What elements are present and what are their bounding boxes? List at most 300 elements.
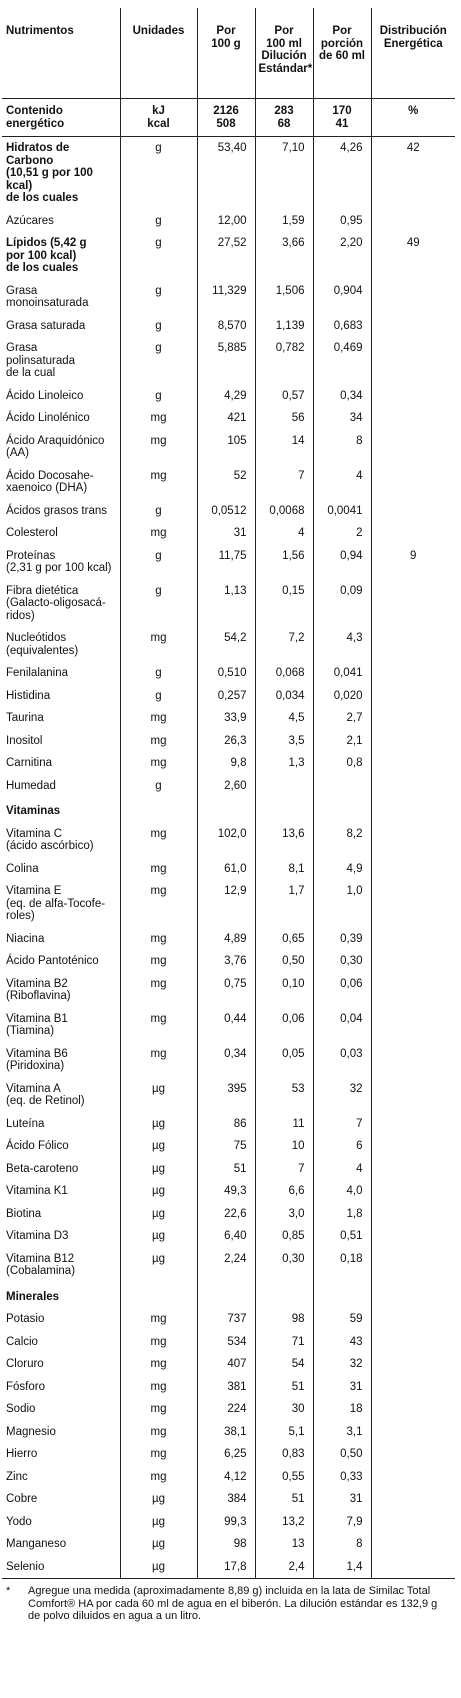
footnote-text: Agregue una medida (aproximadamente 8,89 g) incluida en la lata de Similac Total Comfort® HA por cada 60 ml de agua en el biberón. La dilución estándar es 132,9 g de polvo diluidos en agua a un litro.: [28, 1585, 438, 1622]
energy-distribution-value: [371, 280, 455, 315]
value-per-serving: 0,50: [313, 1443, 371, 1466]
value-per-100ml: 8,1: [255, 858, 313, 881]
value-per-100g: 534: [197, 1331, 255, 1354]
nutrient-name: Azúcares: [6, 214, 54, 227]
value-per-serving: 31: [313, 1376, 371, 1399]
value-per-serving: 0,04: [313, 1008, 371, 1043]
empty-cell: [371, 797, 455, 823]
energy-distribution-value: [371, 1158, 455, 1181]
value-per-100ml: 5,1: [255, 1421, 313, 1444]
value-per-100g: 12,00: [197, 210, 255, 233]
value-per-100g: 53,40: [197, 137, 255, 210]
nutrient-row: [2, 1203, 455, 1226]
energy-distribution-value: [371, 1113, 455, 1136]
energy-distribution-value: [371, 1488, 455, 1511]
section-title: Minerales: [6, 1290, 60, 1303]
value-per-100ml: 1,7: [255, 880, 313, 928]
nutrient-unit: µg: [120, 1533, 197, 1556]
nutrient-row: [2, 627, 455, 662]
nutrient-name: Fenilalanina: [6, 667, 69, 679]
nutrient-unit: mg: [120, 430, 197, 465]
value-per-100g: 407: [197, 1353, 255, 1376]
empty-cell: [313, 1283, 371, 1309]
value-per-100g: 26,3: [197, 730, 255, 753]
nutrient-name: Ácido Linoleico: [6, 389, 84, 402]
energy-distribution-value: [371, 1511, 455, 1534]
nutrient-unit: µg: [120, 1225, 197, 1248]
value-per-100ml: 10: [255, 1135, 313, 1158]
nutrient-unit: µg: [120, 1556, 197, 1579]
value-per-100g: 5,885: [197, 337, 255, 385]
value-per-serving: 0,51: [313, 1225, 371, 1248]
value-per-serving: 0,041: [313, 662, 371, 685]
nutrient-row: [2, 430, 455, 465]
value-per-serving: 2: [313, 522, 371, 545]
value-per-100ml: 0,83: [255, 1443, 313, 1466]
energy-distribution-value: 9: [371, 545, 455, 580]
nutrient-unit: g: [120, 685, 197, 708]
value-per-serving: 1,8: [313, 1203, 371, 1226]
value-per-serving: 7: [313, 1113, 371, 1136]
empty-cell: [255, 797, 313, 823]
nutrient-unit: g: [120, 775, 197, 798]
nutrient-row: [2, 752, 455, 775]
value-per-100g: 61,0: [197, 858, 255, 881]
nutrient-unit: µg: [120, 1488, 197, 1511]
energy-distribution-value: [371, 407, 455, 430]
nutrient-row: [2, 823, 455, 858]
nutrient-unit: mg: [120, 1308, 197, 1331]
value-per-100ml: 6,6: [255, 1180, 313, 1203]
section-header-row: [2, 1283, 455, 1309]
value-per-100ml: 2,4: [255, 1556, 313, 1579]
value-per-100ml: 0,85: [255, 1225, 313, 1248]
nutrient-unit: mg: [120, 1008, 197, 1043]
value-per-100ml: 1,139: [255, 315, 313, 338]
nutrient-name: Selenio: [6, 1560, 45, 1573]
nutrient-row: [2, 1043, 455, 1078]
value-per-100g: 0,257: [197, 685, 255, 708]
nutrient-unit: mg: [120, 880, 197, 928]
nutrient-unit: mg: [120, 465, 197, 500]
nutrient-row: [2, 1331, 455, 1354]
nutrient-row: [2, 1466, 455, 1489]
nutrient-row: [2, 1533, 455, 1556]
nutrient-unit: µg: [120, 1113, 197, 1136]
value-per-100ml: 0,30: [255, 1248, 313, 1283]
nutrient-row: [2, 210, 455, 233]
value-per-100ml: 7,2: [255, 627, 313, 662]
nutrient-row: [2, 1158, 455, 1181]
nutrient-row: [2, 662, 455, 685]
footnote-mark: *: [6, 1585, 11, 1597]
nutrient-name: Ácidos grasos trans: [6, 504, 107, 517]
nutrient-row: [2, 685, 455, 708]
value-per-100g: 395: [197, 1078, 255, 1113]
value-per-100g: 384: [197, 1488, 255, 1511]
value-per-serving: 0,020: [313, 685, 371, 708]
energy-distribution-value: [371, 685, 455, 708]
empty-cell: [313, 797, 371, 823]
value-per-100g: 98: [197, 1533, 255, 1556]
nutrient-unit: µg: [120, 1511, 197, 1534]
value-per-serving: 8: [313, 1533, 371, 1556]
energy-distribution-value: [371, 500, 455, 523]
value-per-serving: 0,30: [313, 950, 371, 973]
value-per-100g: 224: [197, 1398, 255, 1421]
header-nutrient: Nutrimentos: [2, 8, 120, 99]
value-per-serving: 0,0041: [313, 500, 371, 523]
value-per-serving: 6: [313, 1135, 371, 1158]
header-per-100ml: Por 100 ml Dilución Estándar*: [255, 8, 313, 99]
nutrient-unit: µg: [120, 1248, 197, 1283]
value-per-100ml: 0,50: [255, 950, 313, 973]
energy-distribution-value: [371, 950, 455, 973]
value-per-100ml: 56: [255, 407, 313, 430]
value-per-serving: 0,03: [313, 1043, 371, 1078]
value-per-100g: 52: [197, 465, 255, 500]
energy-distribution-value: [371, 775, 455, 798]
nutrient-unit: g: [120, 232, 197, 280]
energy-distribution-value: [371, 1043, 455, 1078]
nutrient-name: Sodio: [6, 1403, 36, 1415]
value-per-100ml: 98: [255, 1308, 313, 1331]
value-per-100g: 381: [197, 1376, 255, 1399]
nutrient-row: [2, 1353, 455, 1376]
value-per-100ml: 30: [255, 1398, 313, 1421]
nutrient-row: [2, 973, 455, 1008]
nutrient-row: [2, 137, 455, 210]
value-per-100ml: 3,5: [255, 730, 313, 753]
value-per-100g: 102,0: [197, 823, 255, 858]
value-per-100g: 11,75: [197, 545, 255, 580]
energy-per-serving: 170 41: [313, 99, 371, 137]
energy-distribution-value: [371, 315, 455, 338]
energy-distribution-value: [371, 1308, 455, 1331]
nutrient-name: Ácido Docosahe- xaenoico (DHA): [6, 469, 94, 494]
value-per-100ml: 0,10: [255, 973, 313, 1008]
nutrient-name: Fibra dietética (Galacto-oligosacá- ridos): [6, 584, 106, 622]
value-per-100g: 49,3: [197, 1180, 255, 1203]
empty-cell: [120, 1283, 197, 1309]
header-per-100g: Por 100 g: [197, 8, 255, 99]
value-per-serving: 32: [313, 1078, 371, 1113]
energy-distribution-value: [371, 1353, 455, 1376]
nutrient-row: [2, 1180, 455, 1203]
nutrient-row: [2, 500, 455, 523]
value-per-100ml: 1,59: [255, 210, 313, 233]
value-per-100ml: 1,56: [255, 545, 313, 580]
nutrient-unit: µg: [120, 1135, 197, 1158]
value-per-serving: 2,1: [313, 730, 371, 753]
value-per-serving: 0,683: [313, 315, 371, 338]
value-per-100g: 51: [197, 1158, 255, 1181]
nutrient-row: [2, 337, 455, 385]
nutrient-row: [2, 1248, 455, 1283]
value-per-100g: 31: [197, 522, 255, 545]
nutrient-row: [2, 280, 455, 315]
value-per-serving: 0,94: [313, 545, 371, 580]
energy-distribution-value: [371, 1225, 455, 1248]
value-per-100ml: 0,034: [255, 685, 313, 708]
nutrient-name: Grasa monoinsaturada: [6, 284, 89, 309]
value-per-100g: 22,6: [197, 1203, 255, 1226]
value-per-serving: 0,34: [313, 385, 371, 408]
energy-per-100g: 2126 508: [197, 99, 255, 137]
value-per-serving: 31: [313, 1488, 371, 1511]
energy-distribution-value: [371, 1248, 455, 1283]
nutrient-unit: g: [120, 137, 197, 210]
energy-per-100ml: 283 68: [255, 99, 313, 137]
nutrient-row: [2, 707, 455, 730]
value-per-serving: 7,9: [313, 1511, 371, 1534]
value-per-100g: 12,9: [197, 880, 255, 928]
nutrient-unit: g: [120, 500, 197, 523]
section-title: Vitaminas: [6, 805, 61, 817]
value-per-100g: 99,3: [197, 1511, 255, 1534]
energy-distribution-value: [371, 1443, 455, 1466]
value-per-serving: [313, 775, 371, 798]
value-per-100g: 105: [197, 430, 255, 465]
value-per-100ml: 0,65: [255, 928, 313, 951]
value-per-100g: 6,25: [197, 1443, 255, 1466]
section-header-row: [2, 797, 455, 823]
empty-cell: [197, 1283, 255, 1309]
nutrient-row: [2, 730, 455, 753]
nutrition-table-body: [2, 99, 455, 1579]
value-per-100g: 0,34: [197, 1043, 255, 1078]
value-per-100g: 8,570: [197, 315, 255, 338]
energy-distribution: %: [371, 99, 455, 137]
energy-distribution-value: [371, 1008, 455, 1043]
header-units: Unidades: [120, 8, 197, 99]
value-per-serving: 0,33: [313, 1466, 371, 1489]
nutrient-row: [2, 858, 455, 881]
value-per-100g: 75: [197, 1135, 255, 1158]
value-per-serving: 59: [313, 1308, 371, 1331]
nutrient-unit: mg: [120, 973, 197, 1008]
energy-distribution-value: [371, 928, 455, 951]
nutrient-row: [2, 385, 455, 408]
value-per-serving: 4: [313, 1158, 371, 1181]
nutrient-name: Vitamina B1 (Tiamina): [6, 1012, 68, 1037]
value-per-100ml: 11: [255, 1113, 313, 1136]
nutrient-row: [2, 1488, 455, 1511]
value-per-100ml: 13,6: [255, 823, 313, 858]
nutrient-name: Potasio: [6, 1313, 45, 1325]
nutrient-unit: g: [120, 580, 197, 628]
nutrient-row: [2, 880, 455, 928]
nutrient-name: Zinc: [6, 1470, 28, 1483]
value-per-serving: 1,4: [313, 1556, 371, 1579]
nutrient-name: Nucleótidos (equivalentes): [6, 632, 79, 657]
nutrient-name: Ácido Fólico: [6, 1140, 69, 1152]
nutrient-unit: mg: [120, 1376, 197, 1399]
nutrient-name: Fósforo: [6, 1380, 45, 1393]
nutrient-name: Ácido Pantoténico: [6, 955, 99, 967]
nutrient-name: Humedad: [6, 779, 56, 792]
value-per-serving: 32: [313, 1353, 371, 1376]
energy-distribution-value: [371, 1398, 455, 1421]
value-per-100ml: 3,66: [255, 232, 313, 280]
value-per-serving: 4: [313, 465, 371, 500]
nutrient-unit: mg: [120, 950, 197, 973]
value-per-100g: 0,75: [197, 973, 255, 1008]
value-per-100ml: 51: [255, 1488, 313, 1511]
value-per-100ml: 0,55: [255, 1466, 313, 1489]
energy-units: kJ kcal: [120, 99, 197, 137]
nutrient-unit: mg: [120, 1043, 197, 1078]
nutrient-unit: g: [120, 280, 197, 315]
value-per-100g: 11,329: [197, 280, 255, 315]
value-per-100ml: 71: [255, 1331, 313, 1354]
value-per-100g: 737: [197, 1308, 255, 1331]
value-per-100g: 33,9: [197, 707, 255, 730]
empty-cell: [120, 797, 197, 823]
value-per-100ml: 54: [255, 1353, 313, 1376]
value-per-100g: 1,13: [197, 580, 255, 628]
empty-cell: [197, 797, 255, 823]
nutrient-unit: µg: [120, 1203, 197, 1226]
nutrient-name: Histidina: [6, 689, 51, 702]
nutrient-unit: mg: [120, 1331, 197, 1354]
value-per-100ml: 7: [255, 465, 313, 500]
nutrient-unit: g: [120, 385, 197, 408]
nutrient-unit: mg: [120, 522, 197, 545]
nutrient-name: Colina: [6, 862, 39, 875]
value-per-100g: 38,1: [197, 1421, 255, 1444]
value-per-100ml: 0,57: [255, 385, 313, 408]
nutrient-row: [2, 775, 455, 798]
energy-row: [2, 99, 455, 137]
nutrient-unit: g: [120, 662, 197, 685]
energy-distribution-value: [371, 730, 455, 753]
energy-distribution-value: [371, 580, 455, 628]
nutrient-name: Cloruro: [6, 1358, 44, 1370]
value-per-100g: 17,8: [197, 1556, 255, 1579]
nutrient-name: Ácido Linolénico: [6, 412, 90, 424]
nutrient-unit: mg: [120, 823, 197, 858]
nutrient-unit: µg: [120, 1158, 197, 1181]
energy-distribution-value: [371, 1203, 455, 1226]
value-per-serving: 4,3: [313, 627, 371, 662]
value-per-100g: 54,2: [197, 627, 255, 662]
nutrient-name: Vitamina K1: [6, 1185, 68, 1197]
empty-cell: [255, 1283, 313, 1309]
nutrient-unit: mg: [120, 1421, 197, 1444]
value-per-100ml: 0,068: [255, 662, 313, 685]
value-per-100ml: 0,0068: [255, 500, 313, 523]
value-per-100ml: 3,0: [255, 1203, 313, 1226]
header-per-serving: Por porción de 60 ml: [313, 8, 371, 99]
header-row: [2, 8, 455, 99]
energy-distribution-value: [371, 752, 455, 775]
nutrient-name: Cobre: [6, 1493, 38, 1505]
nutrient-name: Inositol: [6, 734, 43, 747]
energy-distribution-value: [371, 1180, 455, 1203]
nutrient-row: [2, 465, 455, 500]
nutrient-unit: mg: [120, 1443, 197, 1466]
nutrient-name: Carnitina: [6, 757, 53, 769]
nutrient-row: [2, 950, 455, 973]
value-per-100ml: 4: [255, 522, 313, 545]
header-energy-distribution: Distribución Energética: [371, 8, 455, 99]
nutrient-row: [2, 407, 455, 430]
energy-distribution-value: [371, 1331, 455, 1354]
nutrition-table: [2, 8, 455, 1578]
value-per-100g: 4,29: [197, 385, 255, 408]
value-per-serving: 1,0: [313, 880, 371, 928]
energy-distribution-value: 42: [371, 137, 455, 210]
value-per-serving: 43: [313, 1331, 371, 1354]
energy-distribution-value: [371, 337, 455, 385]
energy-distribution-value: [371, 1376, 455, 1399]
nutrient-row: [2, 522, 455, 545]
value-per-100g: 4,12: [197, 1466, 255, 1489]
value-per-100ml: 53: [255, 1078, 313, 1113]
value-per-100ml: 0,15: [255, 580, 313, 628]
energy-distribution-value: [371, 1466, 455, 1489]
value-per-100g: 0,510: [197, 662, 255, 685]
value-per-serving: 0,18: [313, 1248, 371, 1283]
nutrient-row: [2, 315, 455, 338]
nutrition-table-container: [2, 8, 455, 1623]
nutrient-name: Vitamina A (eq. de Retinol): [6, 1082, 85, 1107]
nutrient-name: Vitamina C (ácido ascórbico): [6, 827, 94, 852]
energy-distribution-value: [371, 858, 455, 881]
empty-cell: [371, 1283, 455, 1309]
nutrient-row: [2, 1078, 455, 1113]
nutrient-name: Beta-caroteno: [6, 1162, 79, 1175]
nutrient-unit: g: [120, 545, 197, 580]
value-per-serving: 18: [313, 1398, 371, 1421]
value-per-100g: 421: [197, 407, 255, 430]
energy-distribution-value: [371, 662, 455, 685]
nutrient-name: Lípidos (5,42 g por 100 kcal) de los cuales: [6, 237, 87, 274]
nutrient-row: [2, 1113, 455, 1136]
value-per-serving: 0,904: [313, 280, 371, 315]
energy-distribution-value: [371, 627, 455, 662]
nutrient-unit: mg: [120, 730, 197, 753]
value-per-serving: 0,95: [313, 210, 371, 233]
value-per-serving: 0,8: [313, 752, 371, 775]
nutrient-unit: g: [120, 337, 197, 385]
energy-distribution-value: [371, 1556, 455, 1579]
value-per-serving: 4,0: [313, 1180, 371, 1203]
energy-distribution-value: [371, 465, 455, 500]
value-per-serving: 4,9: [313, 858, 371, 881]
nutrient-name: Grasa polinsaturada de la cual: [6, 342, 76, 379]
nutrient-row: [2, 232, 455, 280]
energy-distribution-value: [371, 973, 455, 1008]
nutrient-row: [2, 1225, 455, 1248]
value-per-serving: 2,20: [313, 232, 371, 280]
value-per-serving: 0,39: [313, 928, 371, 951]
value-per-serving: 34: [313, 407, 371, 430]
value-per-100ml: 7: [255, 1158, 313, 1181]
nutrient-unit: mg: [120, 627, 197, 662]
value-per-serving: 0,06: [313, 973, 371, 1008]
nutrient-name: Proteínas (2,31 g por 100 kcal): [6, 549, 112, 574]
nutrient-row: [2, 1421, 455, 1444]
energy-distribution-value: [371, 707, 455, 730]
value-per-serving: 0,09: [313, 580, 371, 628]
nutrient-unit: mg: [120, 1353, 197, 1376]
value-per-100ml: 0,05: [255, 1043, 313, 1078]
nutrient-unit: mg: [120, 1466, 197, 1489]
nutrient-name: Taurina: [6, 712, 44, 724]
nutrient-name: Grasa saturada: [6, 319, 86, 332]
